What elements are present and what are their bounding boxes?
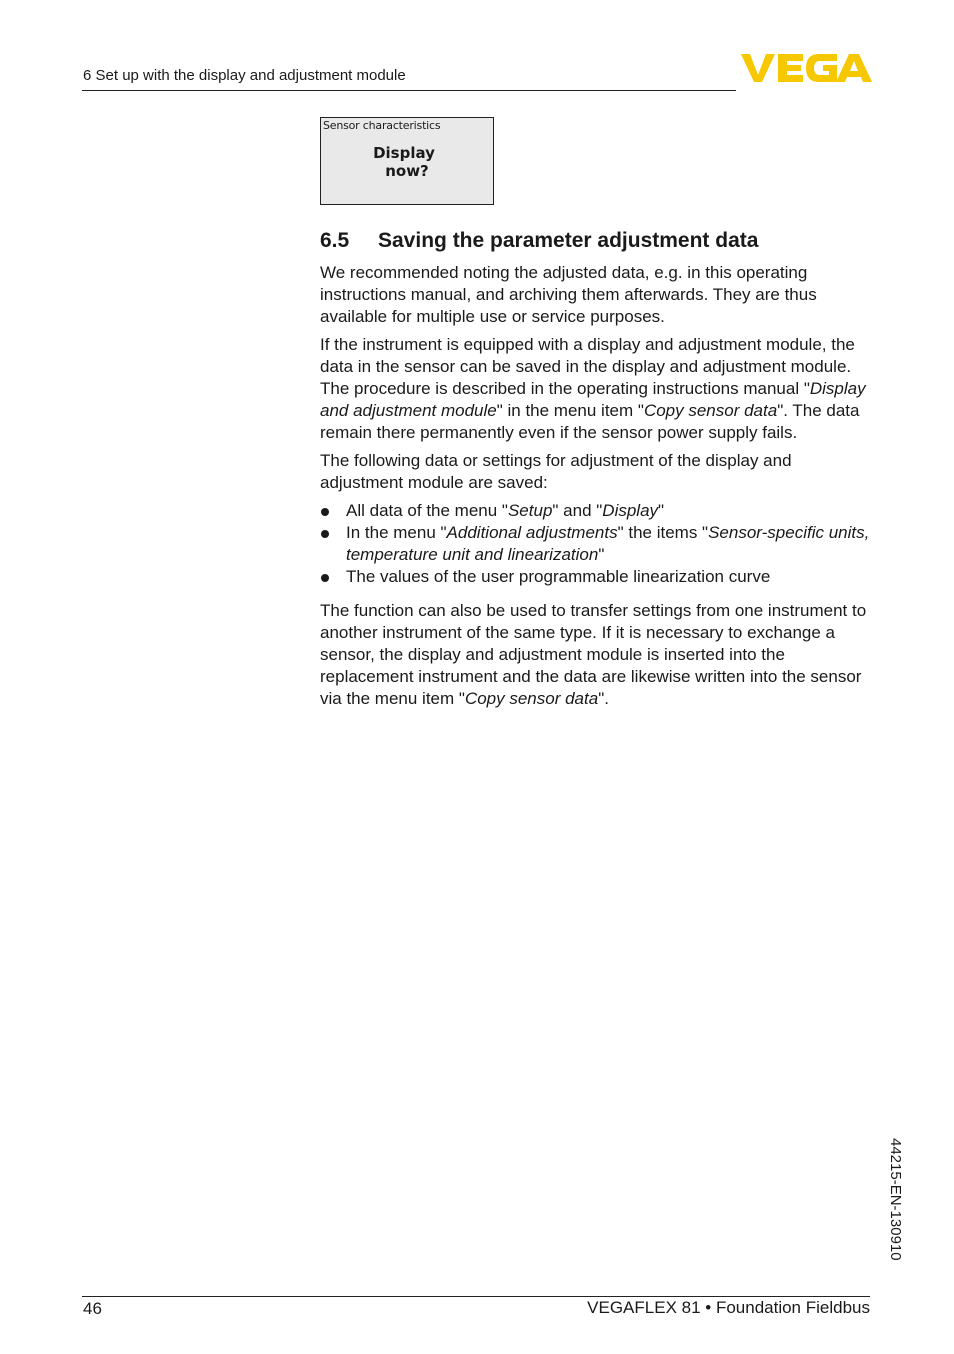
paragraph-display-module: If the instrument is equipped with a display and adjustment module, the data in the sensor can be saved in the display and adjustment module. The procedure is described in the operating instructions manual "Display and adjustment module" in the menu item "Copy sensor data". The data remain there permanently even if the sensor power supply fails.	[320, 335, 866, 442]
bullet-icon	[321, 530, 329, 538]
paragraph-saved-settings: The following data or settings for adjustment of the display and adjustment module are saved:	[320, 451, 792, 492]
section-number: 6.5	[320, 229, 350, 252]
header-chapter: 6 Set up with the display and adjustment module	[83, 67, 406, 84]
header-divider	[82, 90, 736, 91]
list-item: The values of the user programmable linearization curve	[320, 566, 872, 588]
footer-title: VEGAFLEX 81 • Foundation Fieldbus	[587, 1298, 870, 1317]
paragraph-recommendation: We recommended noting the adjusted data, e.g. in this operating instructions manual, and archiving them afterwards. They are thus available for multiple use or service purposes.	[320, 263, 817, 326]
vega-logo	[741, 52, 873, 89]
page-number: 46	[83, 1299, 102, 1318]
list-item: All data of the menu "Setup" and "Display"	[320, 500, 872, 522]
lcd-title: Sensor characteristics	[323, 119, 441, 132]
section-heading	[320, 229, 758, 253]
bullet-icon	[321, 508, 329, 516]
section-body	[320, 262, 872, 716]
section-title: Saving the parameter adjustment data	[378, 229, 759, 252]
document-code-text: 44215-EN-130910	[887, 1138, 904, 1261]
saved-data-list	[320, 500, 872, 588]
bullet-icon	[321, 574, 329, 582]
display-module-screen	[320, 117, 494, 205]
lcd-line-now: now?	[385, 162, 429, 180]
list-item: In the menu "Additional adjustments" the items "Sensor-specific units, temperature unit and linearization"	[320, 522, 872, 566]
lcd-line-display: Display	[373, 144, 435, 162]
document-code	[886, 1138, 906, 1298]
paragraph-transfer-settings: The function can also be used to transfer settings from one instrument to another instrument of the same type. If it is necessary to exchange a sensor, the display and adjustment module is inserted into the replacement instrument and the data are likewise written into the sensor via the menu item "Copy sensor data".	[320, 601, 867, 708]
footer-divider	[82, 1296, 870, 1297]
